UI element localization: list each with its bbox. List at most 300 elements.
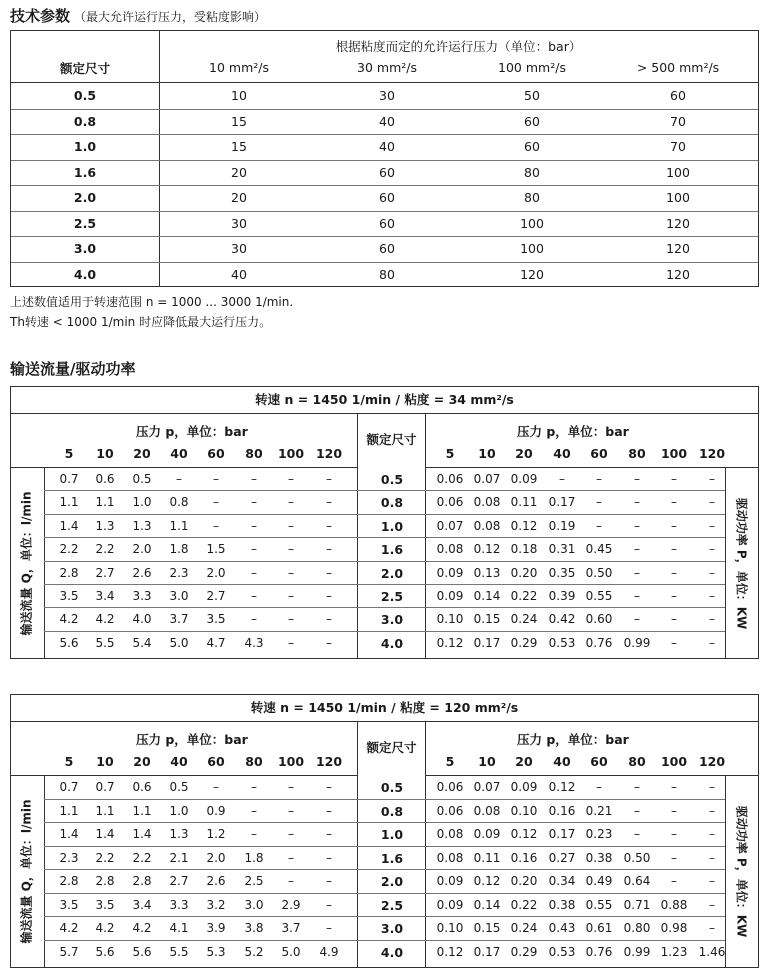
flow-value-cell: –: [251, 803, 257, 818]
flow-value-cell: –: [213, 495, 219, 510]
power-value-cell: 0.09: [436, 565, 464, 580]
power-value-cell: 0.43: [548, 921, 576, 935]
flow-value-cell: 5.6: [132, 944, 152, 959]
power-value-cell: 0.12: [473, 874, 501, 888]
pressure-value-cell: 80: [524, 190, 540, 205]
section-subtitle: （最大允许运行压力，受粘度影响）: [74, 10, 267, 24]
pressure-col-header: 100: [660, 754, 688, 769]
pressure-col-header: 120: [698, 754, 726, 769]
power-value-cell: 0.22: [510, 897, 538, 912]
power-value-cell: 0.10: [510, 803, 538, 818]
flow-value-cell: 5.6: [95, 944, 115, 959]
power-value-cell: –: [634, 827, 640, 841]
power-value-cell: 0.39: [548, 588, 576, 603]
flow-value-cell: –: [213, 472, 219, 486]
power-value-cell: 0.20: [510, 565, 538, 580]
pressure-value-cell: 120: [666, 266, 690, 282]
flow-value-cell: 5.7: [59, 944, 79, 959]
flow-value-cell: 0.7: [59, 472, 79, 486]
flow-value-cell: –: [176, 472, 182, 486]
power-value-cell: –: [671, 827, 677, 841]
power-value-cell: 0.64: [623, 874, 651, 888]
power-value-cell: 0.09: [436, 897, 464, 912]
power-value-cell: 0.27: [548, 850, 576, 865]
pressure-value-cell: 60: [670, 88, 686, 103]
rated-size-cell: 0.5: [73, 88, 97, 103]
power-value-cell: 0.50: [623, 850, 651, 865]
pressure-value-cell: 120: [666, 241, 690, 256]
pressure-col-header: 100: [660, 446, 688, 461]
rated-size-cell: 2.0: [380, 874, 404, 889]
power-value-cell: 0.17: [473, 944, 501, 959]
power-value-cell: 0.14: [473, 588, 501, 603]
pressure-col-header: 5: [445, 754, 455, 769]
power-value-cell: –: [671, 780, 677, 794]
power-value-cell: 0.53: [548, 635, 576, 650]
rated-size-cell: 2.5: [380, 897, 404, 913]
power-value-cell: 0.19: [548, 518, 576, 533]
flow-value-cell: –: [251, 495, 257, 510]
flow-value-cell: –: [288, 780, 294, 794]
flow-value-cell: 0.6: [132, 780, 152, 794]
flow-value-cell: 2.8: [95, 874, 115, 888]
pressure-value-cell: 40: [379, 139, 395, 154]
power-value-cell: –: [709, 495, 715, 510]
flow-value-cell: 1.8: [244, 850, 264, 865]
flow-value-cell: 4.2: [59, 921, 79, 935]
power-value-cell: 0.21: [585, 803, 613, 818]
power-value-cell: –: [709, 921, 715, 935]
flow-value-cell: 0.7: [59, 780, 79, 794]
flow-value-cell: 1.1: [95, 803, 115, 818]
power-value-cell: –: [671, 803, 677, 818]
flow-value-cell: 0.5: [169, 780, 189, 794]
rated-size-cell: 3.0: [380, 921, 404, 936]
power-value-cell: 0.06: [436, 780, 464, 794]
power-value-cell: 0.18: [510, 542, 538, 557]
pressure-value-cell: 70: [670, 139, 686, 154]
power-value-cell: 0.09: [510, 780, 538, 794]
power-value-cell: –: [596, 518, 602, 533]
flow-axis-label: 输送流量 Q，单位：l/min: [19, 491, 34, 636]
power-value-cell: 0.09: [510, 472, 538, 486]
power-value-cell: –: [634, 803, 640, 818]
power-value-cell: 0.12: [436, 635, 464, 650]
flow-value-cell: –: [326, 850, 332, 865]
power-value-cell: –: [634, 588, 640, 603]
pressure-col-header: 40: [170, 754, 188, 769]
flow-value-cell: 2.8: [59, 565, 79, 580]
rated-size-cell: 4.0: [380, 635, 404, 651]
flow-value-cell: 1.1: [59, 495, 79, 510]
flow-value-cell: 4.0: [132, 612, 152, 627]
flow-value-cell: –: [251, 542, 257, 557]
flow-value-cell: 1.4: [132, 827, 152, 841]
rated-size-header: 额定尺寸: [366, 740, 417, 755]
power-value-cell: 0.38: [548, 897, 576, 912]
flow-value-cell: –: [251, 518, 257, 533]
flow-value-cell: –: [288, 565, 294, 580]
power-value-cell: 1.23: [660, 944, 688, 959]
power-value-cell: 0.16: [510, 850, 538, 865]
power-value-cell: 0.08: [473, 518, 501, 533]
pressure-col-header: 60: [207, 754, 225, 769]
rated-size-cell: 4.0: [380, 944, 404, 960]
rated-size-cell: 1.0: [380, 518, 404, 534]
pressure-value-cell: 60: [379, 190, 395, 205]
pressure-col-header: 20: [515, 754, 533, 769]
flow-value-cell: 1.0: [169, 803, 189, 818]
flow-value-cell: –: [326, 803, 332, 818]
flow-value-cell: –: [288, 472, 294, 486]
flow-value-cell: 3.8: [244, 921, 264, 935]
power-value-cell: 0.99: [623, 944, 651, 959]
pressure-header-left: 压力 p，单位：bar: [136, 424, 248, 439]
power-value-cell: 0.12: [436, 944, 464, 959]
pressure-value-cell: 50: [524, 88, 540, 103]
power-value-cell: 0.13: [473, 565, 501, 580]
power-value-cell: 0.17: [548, 495, 576, 510]
power-value-cell: 0.07: [436, 518, 464, 533]
pressure-value-cell: 120: [520, 266, 544, 282]
power-value-cell: –: [671, 495, 677, 510]
flow-value-cell: 3.4: [95, 588, 115, 603]
flow-value-cell: 4.3: [244, 635, 264, 650]
power-value-cell: 0.17: [473, 635, 501, 650]
flow-value-cell: 2.0: [206, 850, 226, 865]
power-value-cell: –: [596, 472, 602, 486]
section-title-tech-params: [10, 5, 266, 26]
power-value-cell: –: [709, 827, 715, 841]
flow-value-cell: 5.3: [206, 944, 226, 959]
flow-value-cell: 3.2: [206, 897, 226, 912]
flow-value-cell: –: [326, 635, 332, 650]
rated-size-header: 额定尺寸: [59, 61, 110, 76]
flow-value-cell: 2.8: [132, 874, 152, 888]
rated-size-cell: 1.0: [380, 827, 404, 842]
power-value-cell: 0.60: [585, 612, 613, 627]
flow-value-cell: –: [326, 780, 332, 794]
pressure-col-header: 5: [445, 446, 455, 461]
power-value-cell: –: [559, 472, 565, 486]
pressure-value-cell: 15: [231, 139, 247, 154]
rated-size-cell: 1.0: [73, 139, 97, 154]
power-value-cell: 0.10: [436, 612, 464, 627]
power-value-cell: 0.17: [548, 827, 576, 841]
flow-axis-label: 输送流量 Q，单位：l/min: [19, 799, 34, 944]
power-value-cell: –: [634, 780, 640, 794]
flow-value-cell: –: [288, 542, 294, 557]
flow-value-cell: –: [288, 518, 294, 533]
pressure-value-cell: 20: [231, 164, 247, 180]
flow-value-cell: –: [326, 542, 332, 557]
viscosity-col-header: 100 mm²/s: [498, 60, 566, 75]
flow-value-cell: 0.7: [95, 780, 115, 794]
flow-value-cell: 3.5: [206, 612, 226, 627]
power-value-cell: –: [671, 612, 677, 627]
flow-value-cell: 1.3: [95, 518, 115, 533]
flow-value-cell: 3.0: [244, 897, 264, 912]
power-value-cell: 0.34: [548, 874, 576, 888]
flow-value-cell: 2.2: [95, 850, 115, 865]
pressure-col-header: 20: [133, 754, 151, 769]
flow-value-cell: –: [288, 803, 294, 818]
flow-value-cell: 2.1: [169, 850, 189, 865]
pressure-value-cell: 60: [379, 241, 395, 256]
power-value-cell: –: [709, 588, 715, 603]
power-value-cell: 0.99: [623, 635, 651, 650]
flow-value-cell: –: [288, 495, 294, 510]
power-value-cell: –: [596, 495, 602, 510]
power-value-cell: –: [634, 518, 640, 533]
power-value-cell: –: [709, 612, 715, 627]
power-value-cell: 0.09: [473, 827, 501, 841]
pressure-value-cell: 30: [231, 241, 247, 256]
flow-value-cell: –: [326, 518, 332, 533]
power-value-cell: 0.24: [510, 921, 538, 935]
power-value-cell: 0.31: [548, 542, 576, 557]
power-axis-label: 驱动功率 P，单位：KW: [734, 805, 749, 938]
flow-value-cell: 4.9: [319, 944, 339, 959]
flow-value-cell: 1.1: [95, 495, 115, 510]
power-value-cell: 0.09: [436, 588, 464, 603]
flow-value-cell: 1.1: [132, 803, 152, 818]
power-value-cell: 0.38: [585, 850, 613, 865]
power-value-cell: 0.08: [436, 542, 464, 557]
power-value-cell: –: [709, 635, 715, 650]
power-value-cell: 0.15: [473, 921, 501, 935]
flow-value-cell: 2.0: [206, 565, 226, 580]
flow-value-cell: 3.4: [132, 897, 152, 912]
flow-value-cell: –: [288, 588, 294, 603]
power-value-cell: 0.09: [436, 874, 464, 888]
flow-value-cell: 4.2: [132, 921, 152, 935]
flow-value-cell: 3.5: [59, 588, 79, 603]
flow-value-cell: –: [288, 612, 294, 627]
rated-size-cell: 2.5: [73, 215, 97, 231]
flow-value-cell: 2.6: [132, 565, 152, 580]
flow-value-cell: 5.5: [95, 635, 115, 650]
pressure-value-cell: 120: [666, 215, 690, 231]
pressure-col-header: 100: [277, 754, 305, 769]
pressure-value-cell: 70: [670, 113, 686, 129]
rated-size-cell: 0.5: [380, 780, 404, 795]
viscosity-col-header: 30 mm²/s: [357, 60, 417, 75]
flow-value-cell: 1.0: [132, 495, 152, 510]
viscosity-col-header: > 500 mm²/s: [636, 60, 720, 75]
rated-size-cell: 0.8: [380, 803, 404, 819]
rated-size-cell: 3.0: [380, 612, 404, 628]
power-value-cell: 0.98: [660, 921, 688, 935]
power-value-cell: 0.06: [436, 472, 464, 486]
rated-size-cell: 1.6: [380, 542, 404, 558]
pressure-col-header: 10: [478, 446, 496, 461]
power-value-cell: –: [709, 803, 715, 818]
power-value-cell: 0.80: [623, 921, 651, 935]
flow-value-cell: 3.3: [169, 897, 189, 912]
flow-value-cell: –: [326, 472, 332, 486]
flow-value-cell: 5.0: [169, 635, 189, 650]
power-value-cell: 0.06: [436, 803, 464, 818]
pressure-col-header: 20: [515, 446, 533, 461]
pressure-col-header: 60: [590, 446, 608, 461]
power-value-cell: –: [709, 874, 715, 888]
power-value-cell: 1.46: [698, 944, 726, 959]
power-value-cell: –: [671, 518, 677, 533]
flow-value-cell: 4.7: [206, 635, 226, 650]
pressure-col-header: 100: [277, 446, 305, 461]
power-value-cell: 0.08: [436, 850, 464, 865]
pressure-header-left: 压力 p，单位：bar: [136, 732, 248, 747]
power-value-cell: 0.55: [585, 897, 613, 912]
flow-value-cell: 1.1: [169, 518, 189, 533]
pressure-col-header: 120: [315, 754, 343, 769]
flow-value-cell: –: [326, 921, 332, 935]
flow-value-cell: 1.1: [59, 803, 79, 818]
pressure-value-cell: 80: [379, 266, 395, 282]
power-value-cell: 0.12: [510, 827, 538, 841]
power-value-cell: 0.11: [510, 495, 538, 510]
pressure-col-header: 40: [170, 446, 188, 461]
flow-value-cell: –: [251, 827, 257, 841]
pressure-col-header: 40: [553, 754, 571, 769]
section-title-flow-power: 输送流量/驱动功率: [10, 360, 136, 378]
note-speed-range: 上述数值适用于转速范围 n = 1000 ... 3000 1/min.: [10, 295, 294, 309]
pressure-value-cell: 30: [231, 215, 247, 231]
pressure-col-header: 5: [64, 446, 74, 461]
flow-value-cell: 5.2: [244, 944, 264, 959]
rated-size-cell: 4.0: [73, 266, 97, 282]
power-value-cell: –: [709, 565, 715, 580]
pressure-value-cell: 80: [524, 164, 540, 180]
flow-value-cell: –: [326, 612, 332, 627]
flow-value-cell: 4.2: [95, 921, 115, 935]
flow-value-cell: 2.7: [169, 874, 189, 888]
power-value-cell: 0.11: [473, 850, 501, 865]
power-value-cell: –: [634, 495, 640, 510]
power-value-cell: 0.16: [548, 803, 576, 818]
rated-size-cell: 2.5: [380, 588, 404, 604]
flow-value-cell: 3.3: [132, 588, 152, 603]
power-value-cell: 0.10: [436, 921, 464, 935]
flow-value-cell: 2.7: [95, 565, 115, 580]
power-value-cell: –: [671, 850, 677, 865]
rated-size-cell: 1.6: [380, 850, 404, 866]
flow-value-cell: 5.5: [169, 944, 189, 959]
pressure-value-cell: 30: [379, 88, 395, 103]
flow-value-cell: –: [288, 827, 294, 841]
rated-size-cell: 2.0: [380, 565, 404, 581]
power-value-cell: 0.22: [510, 588, 538, 603]
power-value-cell: –: [671, 542, 677, 557]
flow-value-cell: 2.3: [169, 565, 189, 580]
rated-size-cell: 2.0: [73, 190, 97, 205]
power-value-cell: 0.23: [585, 827, 613, 841]
flow-table-title: 转速 n = 1450 1/min / 粘度 = 34 mm²/s: [11, 387, 758, 414]
power-value-cell: 0.12: [510, 518, 538, 533]
power-value-cell: 0.14: [473, 897, 501, 912]
rated-size-cell: 1.6: [73, 164, 97, 180]
flow-value-cell: –: [326, 565, 332, 580]
power-value-cell: 0.45: [585, 542, 613, 557]
power-value-cell: 0.08: [436, 827, 464, 841]
flow-value-cell: 2.6: [206, 874, 226, 888]
pressure-value-cell: 100: [666, 190, 690, 205]
flow-value-cell: 0.8: [169, 495, 189, 510]
flow-power-table-120: [10, 694, 759, 968]
flow-value-cell: 4.1: [169, 921, 189, 935]
pressure-col-header: 5: [64, 754, 74, 769]
power-value-cell: 0.07: [473, 472, 501, 486]
pressure-value-cell: 60: [379, 215, 395, 231]
pressure-col-header: 20: [133, 446, 151, 461]
power-value-cell: –: [709, 780, 715, 794]
flow-value-cell: 3.0: [169, 588, 189, 603]
flow-value-cell: 2.7: [206, 588, 226, 603]
flow-value-cell: –: [326, 897, 332, 912]
flow-value-cell: 3.5: [59, 897, 79, 912]
power-value-cell: 0.24: [510, 612, 538, 627]
pressure-value-cell: 15: [231, 113, 247, 129]
power-value-cell: 0.76: [585, 944, 613, 959]
power-value-cell: 0.61: [585, 921, 613, 935]
pressure-col-header: 80: [628, 754, 646, 769]
flow-power-table-34: [10, 386, 759, 659]
power-value-cell: –: [634, 612, 640, 627]
power-value-cell: –: [671, 588, 677, 603]
power-value-cell: 0.55: [585, 588, 613, 603]
flow-value-cell: 1.4: [59, 518, 79, 533]
flow-value-cell: –: [251, 565, 257, 580]
flow-value-cell: 2.5: [244, 874, 264, 888]
pressure-col-header: 10: [96, 754, 114, 769]
rated-size-cell: 3.0: [73, 241, 97, 256]
flow-value-cell: 5.6: [59, 635, 79, 650]
flow-value-cell: 5.4: [132, 635, 152, 650]
flow-value-cell: 5.0: [281, 944, 301, 959]
pressure-col-header: 120: [315, 446, 343, 461]
flow-value-cell: –: [326, 588, 332, 603]
power-value-cell: 0.20: [510, 874, 538, 888]
flow-value-cell: 2.0: [132, 542, 152, 557]
power-value-cell: 0.29: [510, 635, 538, 650]
rated-size-header: 额定尺寸: [366, 432, 417, 447]
flow-value-cell: 0.6: [95, 472, 115, 486]
pressure-header-right: 压力 p，单位：bar: [517, 424, 629, 439]
power-value-cell: 0.49: [585, 874, 613, 888]
flow-value-cell: 1.3: [169, 827, 189, 841]
section-title-text: 技术参数: [10, 7, 71, 25]
flow-value-cell: –: [326, 495, 332, 510]
power-value-cell: –: [709, 542, 715, 557]
flow-table-title: 转速 n = 1450 1/min / 粘度 = 120 mm²/s: [11, 695, 758, 722]
power-value-cell: –: [634, 472, 640, 486]
power-value-cell: –: [671, 472, 677, 486]
rated-size-cell: 0.8: [73, 113, 97, 129]
flow-value-cell: 2.3: [59, 850, 79, 865]
power-axis-label: 驱动功率 P，单位：KW: [734, 497, 749, 630]
power-value-cell: –: [709, 472, 715, 486]
flow-value-cell: –: [288, 874, 294, 888]
flow-value-cell: 4.2: [59, 612, 79, 627]
rated-size-cell: 0.5: [380, 472, 404, 487]
power-value-cell: 0.12: [548, 780, 576, 794]
pressure-col-header: 60: [207, 446, 225, 461]
power-value-cell: 0.76: [585, 635, 613, 650]
flow-value-cell: –: [288, 850, 294, 865]
flow-value-cell: –: [326, 874, 332, 888]
pressure-value-cell: 60: [524, 113, 540, 129]
